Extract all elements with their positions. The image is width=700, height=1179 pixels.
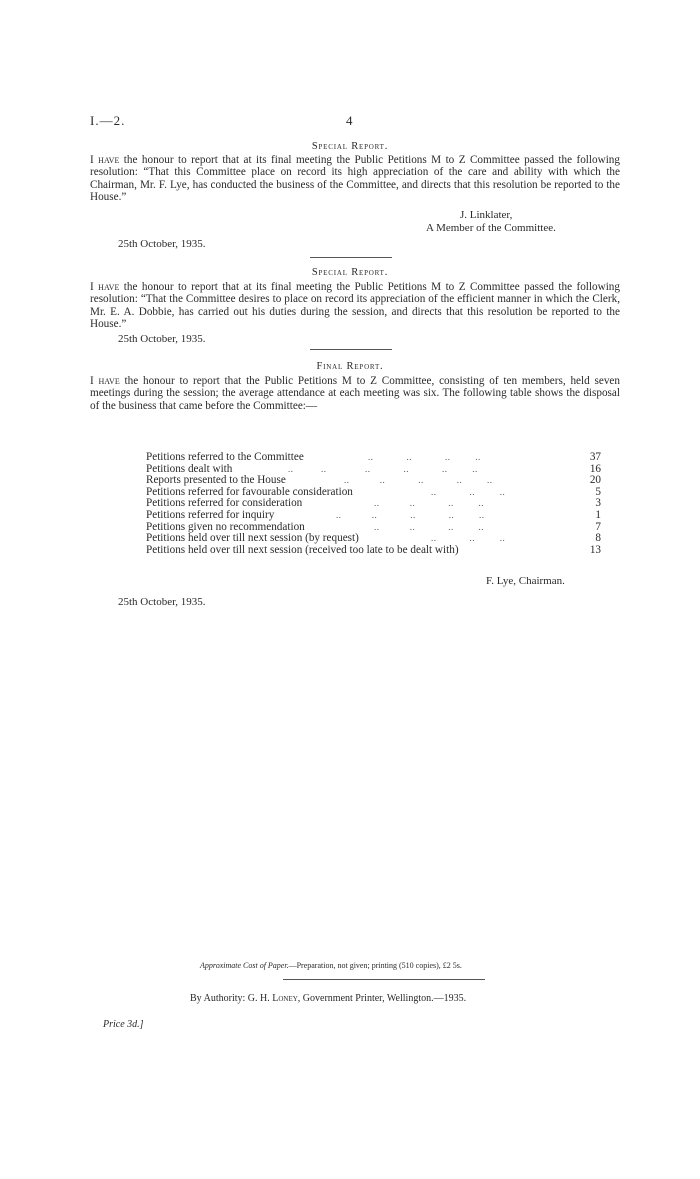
- table-row-value: 13: [589, 543, 601, 556]
- table-row-value: 20: [589, 474, 601, 487]
- table-row-label: Petitions held over till next session (by request): [146, 532, 359, 545]
- leader-dots: .. .. .. ..: [368, 452, 481, 462]
- section2-paragraph: [90, 281, 620, 331]
- printer-name: G. H. Loney: [247, 993, 298, 1004]
- table-row-value: 7: [595, 520, 601, 533]
- table-row: [146, 533, 601, 545]
- section-title-special-report-1: Special Report.: [311, 141, 389, 152]
- table-row-value: 37: [589, 451, 601, 463]
- chairman-signature: F. Lye, Chairman.: [486, 575, 565, 587]
- table-row-value: 3: [595, 497, 601, 510]
- section3-paragraph: [90, 375, 620, 412]
- section1-paragraph: [90, 154, 620, 204]
- table-row-label: Reports presented to the House: [146, 474, 286, 487]
- section-title-final-report: Final Report.: [316, 361, 384, 372]
- table-row-label: Petitions given no recommendation: [146, 520, 305, 533]
- authority-suffix: , Government Printer, Wellington.—1935.: [297, 993, 467, 1004]
- price-label: Price 3d.]: [103, 1019, 144, 1030]
- signature-role: A Member of the Committee.: [426, 222, 556, 234]
- leader-dots: .. .. .. ..: [374, 521, 484, 532]
- authority-prefix: By Authority:: [190, 993, 248, 1004]
- leader-dots: .. .. ..: [431, 486, 506, 497]
- table-row-value: 1: [595, 508, 601, 521]
- section-divider: [310, 349, 392, 350]
- table-row-label: Petitions held over till next session (received too late to be dealt with): [146, 543, 459, 556]
- table-row-value: 5: [595, 485, 601, 498]
- table-row-label: Petitions dealt with: [146, 462, 233, 475]
- leader-dots: .. .. .. .. .. ..: [288, 463, 478, 474]
- document-code: I.—2.: [90, 113, 126, 128]
- paragraph-lead: I have: [90, 375, 120, 387]
- table-row: [146, 545, 601, 557]
- leader-dots: .. .. .. .. ..: [336, 509, 485, 520]
- footer-rule: [283, 979, 485, 980]
- paragraph-body: the honour to report that the Public Petitions M to Z Committee, consisting of ten members, held seven meetings during the session; the average attendance at each meeting was six. The following table shows the disposal of the business that came before the Committee:—: [90, 375, 620, 412]
- leader-dots: .. .. .. .. ..: [344, 475, 493, 486]
- section3-date: 25th October, 1935.: [118, 596, 206, 608]
- cost-of-paper: [200, 961, 462, 970]
- table-row-label: Petitions referred for inquiry: [146, 508, 275, 521]
- table-row-label: Petitions referred for consideration: [146, 497, 303, 510]
- paragraph-body: the honour to report that at its final meeting the Public Petitions M to Z Committee passed the following resolution: “That the Committee desires to place on record its appreciation of the efficient manner in which the Clerk, Mr. E. A. Dobbie, has carried out his duties during the session, and directs that this resolution be reported to the House.”: [90, 281, 620, 331]
- leader-dots: .. .. ..: [431, 533, 506, 544]
- printer-authority: [190, 993, 466, 1004]
- cost-label: Approximate Cost of Paper.: [200, 961, 289, 970]
- table-row: [146, 452, 601, 464]
- table-row: [146, 510, 601, 522]
- section1-date: 25th October, 1935.: [118, 238, 206, 250]
- table-row-value: 8: [595, 532, 601, 545]
- section2-date: 25th October, 1935.: [118, 333, 206, 345]
- section-divider: [310, 257, 392, 258]
- leader-dots: .. .. .. ..: [374, 498, 484, 509]
- disposal-table: [146, 452, 601, 556]
- table-row-label: Petitions referred to the Committee: [146, 451, 304, 463]
- paragraph-lead: I have: [90, 281, 120, 293]
- paragraph-body: the honour to report that at its final meeting the Public Petitions M to Z Committee passed the following resolution: “That this Committee place on record its high appreciation of the care and ability with which the Chairman, Mr. F. Lye, has conducted the business of the Committee, and directs that this resolution be reported to the House.”: [90, 154, 620, 204]
- section-title-special-report-2: Special Report.: [311, 267, 389, 278]
- cost-text: —Preparation, not given; printing (510 copies), £2 5s.: [288, 961, 462, 970]
- table-row-value: 16: [589, 462, 601, 475]
- table-row-label: Petitions referred for favourable consideration: [146, 485, 353, 498]
- page-number: 4: [346, 113, 353, 128]
- paragraph-lead: I have: [90, 154, 120, 166]
- signature-name: J. Linklater,: [460, 209, 513, 221]
